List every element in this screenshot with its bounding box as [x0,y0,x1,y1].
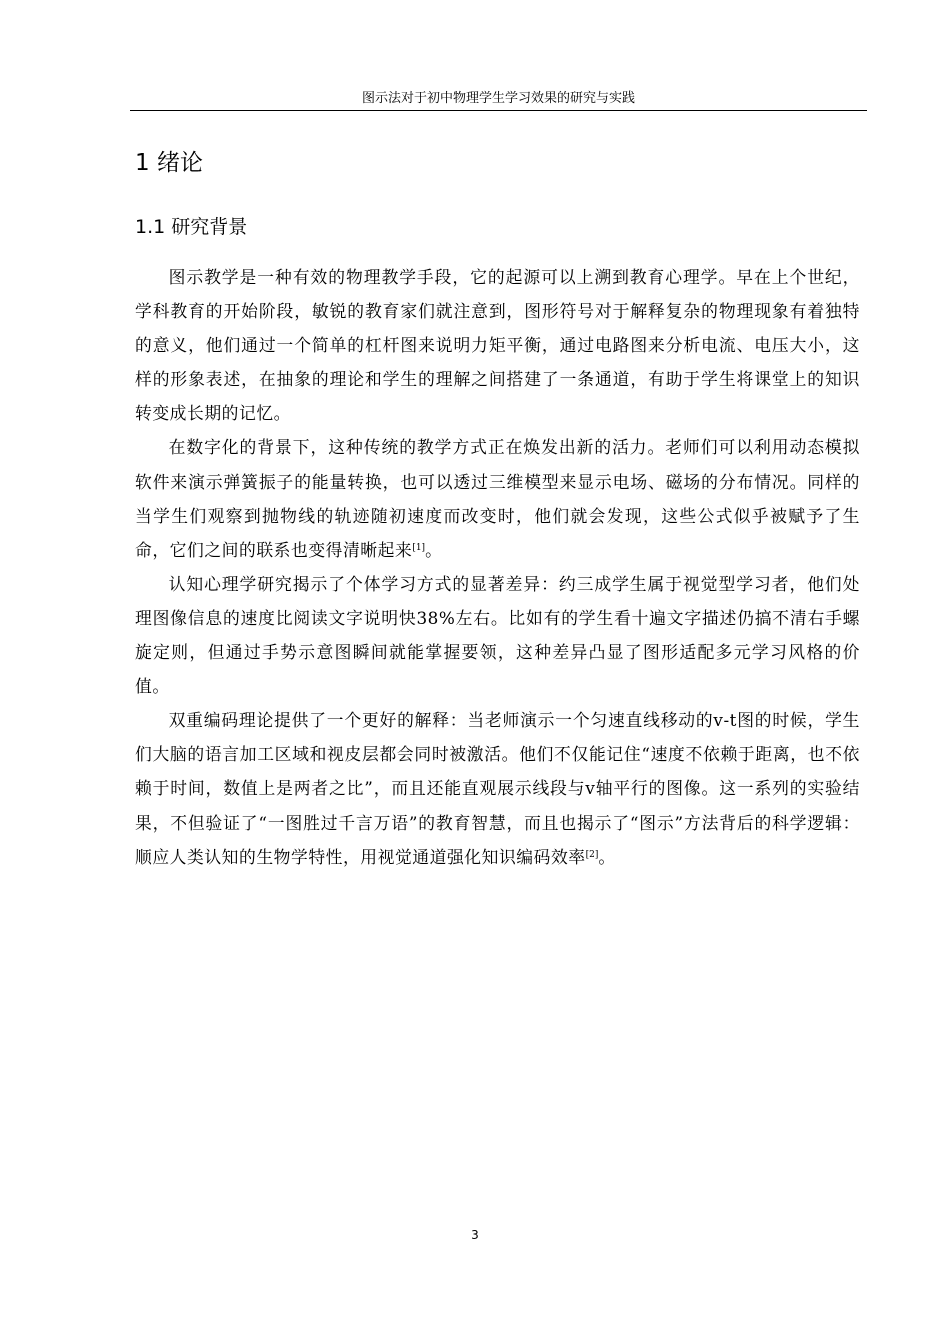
citation-marker: [2] [585,849,599,860]
chapter-title: 1 绪论 [135,150,203,176]
paragraph-text: 双重编码理论提供了一个更好的解释：当老师演示一个匀速直线移动的v-t图的时候，学生们大脑的语言加工区域和视皮层都会同时被激活。他们不仅能记住“速度不依赖于距离，也不依赖于时间，数值上是两者之比”，而且还能直观展示线段与v轴平行的图像。这一系列的实验结果，不但验证了“一图胜过千言万语”的教育智慧，而且也揭示了“图示”方法背后的科学逻辑：顺应人类认知的生物学特性，用视觉通道强化知识编码效率 [135,710,860,867]
paragraph-digital [135,430,860,566]
citation-marker: [1] [412,542,426,553]
paragraph-dual-coding [135,703,860,873]
paragraph-text: 认知心理学研究揭示了个体学习方式的显著差异：约三成学生属于视觉型学习者，他们处理图像信息的速度比阅读文字说明快38%左右。比如有的学生看十遍文字描述仍搞不清右手螺旋定则，但通过手势示意图瞬间就能掌握要领，这种差异凸显了图形适配多元学习风格的价值。 [135,573,860,697]
paragraph-end: 。 [598,846,616,867]
page-number: 3 [471,1228,479,1242]
paragraph-text: 图示教学是一种有效的物理教学手段，它的起源可以上溯到教育心理学。早在上个世纪，学科教育的开始阶段，敏锐的教育家们就注意到，图形符号对于解释复杂的物理现象有着独特的意义，他们通过一个简单的杠杆图来说明力矩平衡，通过电路图来分析电流、电压大小，这样的形象表述，在抽象的理论和学生的理解之间搭建了一条通道，有助于学生将课堂上的知识转变成长期的记忆。 [135,267,860,424]
body-text [135,260,860,874]
paragraph-end: 。 [425,539,443,560]
paragraph-origin [135,260,860,430]
paragraph-text: 在数字化的背景下，这种传统的教学方式正在焕发出新的活力。老师们可以利用动态模拟软件来演示弹簧振子的能量转换，也可以透过三维模型来显示电场、磁场的分布情况。同样的当学生们观察到抛物线的轨迹随初速度而改变时，他们就会发现，这些公式似乎被赋予了生命，它们之间的联系也变得清晰起来 [135,437,860,560]
running-header: 图示法对于初中物理学生学习效果的研究与实践 [130,90,867,111]
section-title: 1.1 研究背景 [135,216,248,238]
paragraph-cognitive [135,567,860,703]
